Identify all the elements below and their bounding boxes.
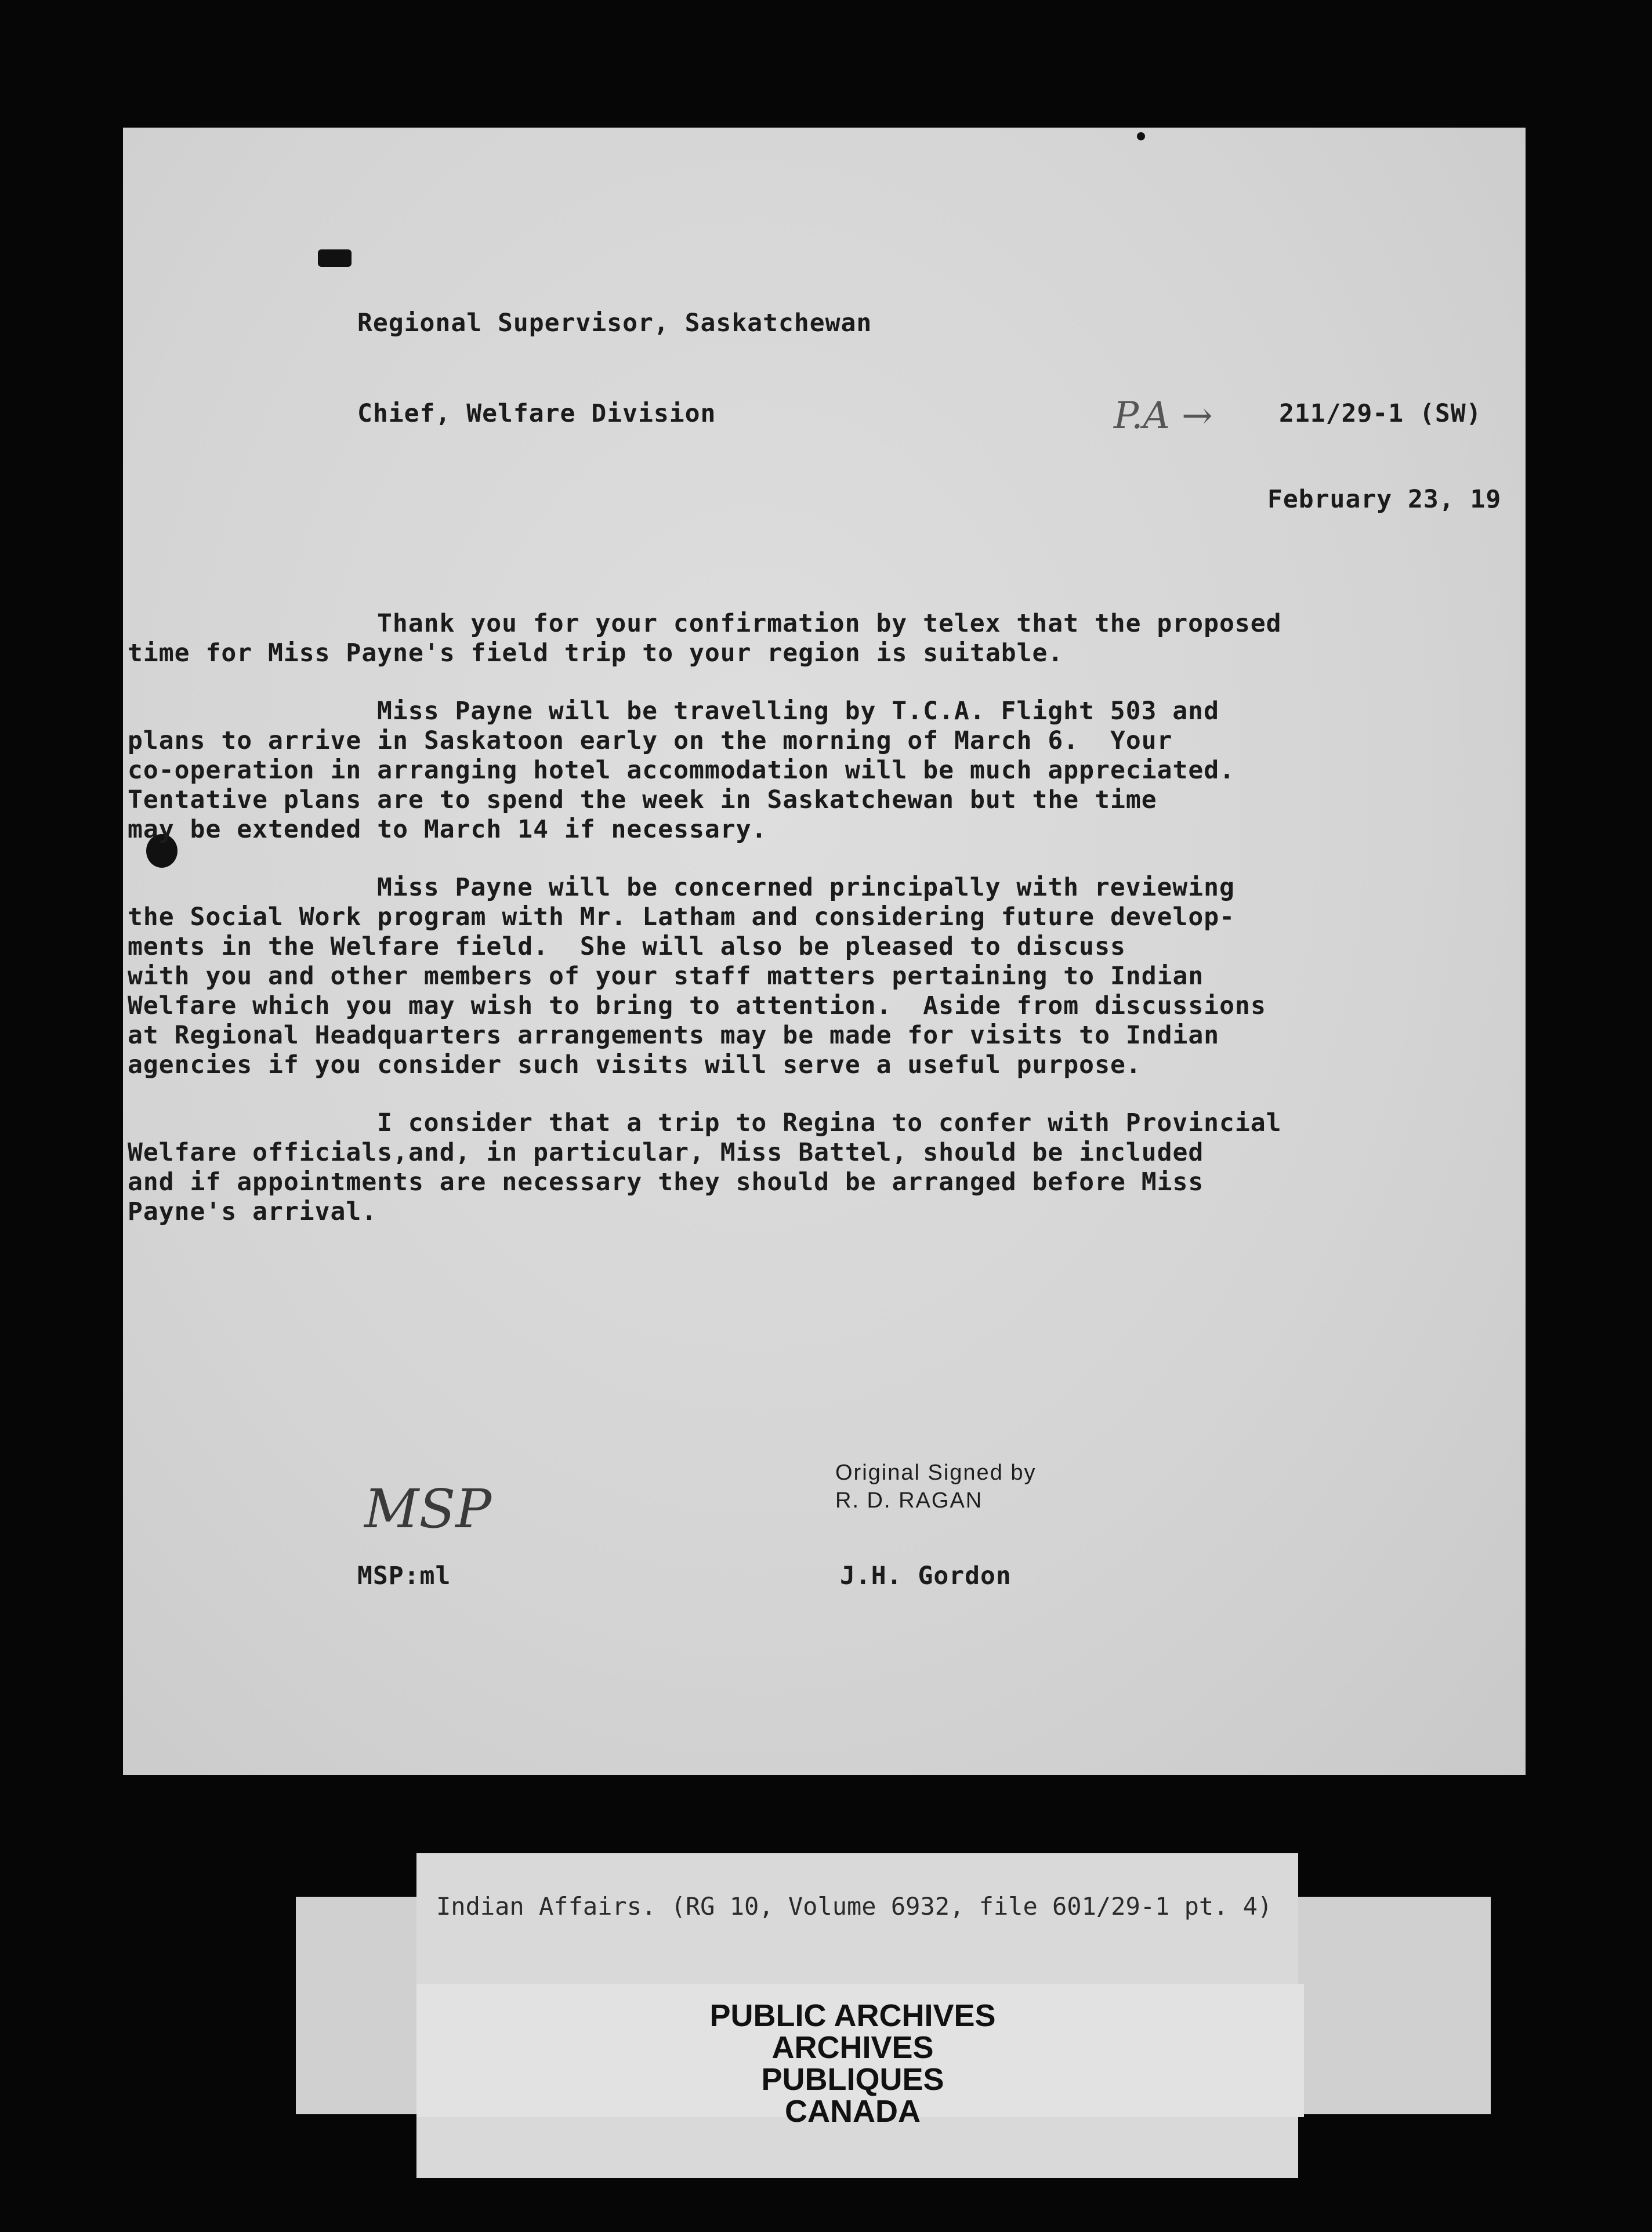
signature-stamp-line-1: Original Signed by <box>835 1461 1037 1485</box>
paragraph-2 <box>128 697 1334 845</box>
body-line: the Social Work program with Mr. Latham and considering future develop- <box>128 903 1236 932</box>
body-line: time for Miss Payne's field trip to your region is suitable. <box>128 639 1064 668</box>
file-ref-handwritten-annotation: P.A → <box>1114 394 1213 437</box>
paragraph-1 <box>128 609 1334 668</box>
body-line: Welfare which you may wish to bring to attention. Aside from discussions <box>128 991 1266 1020</box>
body-line: Thank you for your confirmation by telex that the proposed <box>377 609 1282 638</box>
body-line: Welfare officials,and, in particular, Miss Battel, should be included <box>128 1138 1204 1167</box>
paragraph-3 <box>128 873 1334 1080</box>
archive-reference: Indian Affairs. (RG 10, Volume 6932, file 601/29-1 pt. 4) <box>436 1892 1273 1921</box>
letter-body <box>128 609 1334 1255</box>
body-line: Miss Payne will be travelling by T.C.A. Flight 503 and <box>377 697 1219 726</box>
public-archives-stamp <box>684 2000 1021 2128</box>
letter-date: February 23, 19 <box>1267 485 1502 514</box>
body-line: agencies if you consider such visits will serve a useful purpose. <box>128 1050 1142 1079</box>
body-line: Miss Payne will be concerned principally with reviewing <box>377 873 1235 902</box>
body-line: ments in the Welfare field. She will also be pleased to discuss <box>128 932 1126 961</box>
body-line: at Regional Headquarters arrangements may be made for visits to Indian <box>128 1021 1220 1050</box>
archives-stamp-line-1: PUBLIC ARCHIVES <box>709 1998 996 2033</box>
paragraph-4 <box>128 1108 1334 1227</box>
archives-stamp-line-2: ARCHIVES PUBLIQUES <box>761 2030 944 2097</box>
file-reference: 211/29-1 (SW) <box>1279 399 1482 428</box>
archives-stamp-line-3: CANADA <box>785 2094 921 2129</box>
recipient-line: Regional Supervisor, Saskatchewan <box>357 309 872 338</box>
signature-stamp-line-2: R. D. RAGAN <box>835 1488 983 1513</box>
body-line: plans to arrive in Saskatoon early on the morning of March 6. Your <box>128 726 1173 755</box>
body-line: Payne's arrival. <box>128 1197 378 1226</box>
body-line: with you and other members of your staff matters pertaining to Indian <box>128 962 1204 991</box>
typist-initials: MSP:ml <box>357 1561 451 1590</box>
body-line: I consider that a trip to Regina to confer with Provincial <box>377 1108 1282 1137</box>
body-line: and if appointments are necessary they should be arranged before Miss <box>128 1168 1204 1197</box>
ink-dot <box>1137 132 1145 140</box>
signatory-name: J.H. Gordon <box>840 1561 1012 1590</box>
handwritten-initials: MSP <box>364 1478 492 1540</box>
body-line: co-operation in arranging hotel accommodation will be much appreciated. <box>128 756 1236 785</box>
corner-mark <box>318 249 352 267</box>
body-line: Tentative plans are to spend the week in Saskatchewan but the time <box>128 785 1157 814</box>
body-line: may be extended to March 14 if necessary. <box>128 815 767 844</box>
sender-line: Chief, Welfare Division <box>357 399 716 428</box>
